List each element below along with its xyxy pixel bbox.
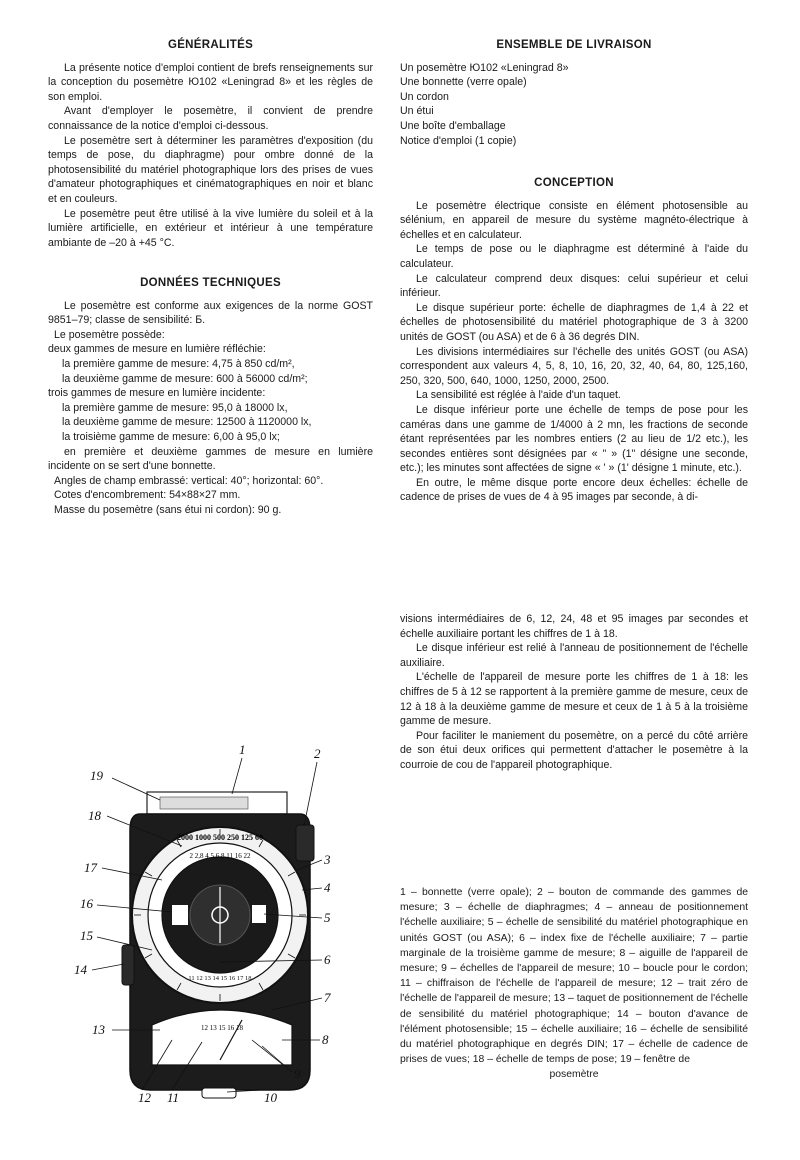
legend-text: 1 – bonnette (verre opale); 2 – bouton de commande des gammes de mesure; 3 – échelle de diaphragmes; 4 – anneau de positionnement l'échelle auxiliaire; 5 – échelle de sensibilité du matériel photographique en unités GOST (ou ASA); 6 – index fixe de l'échelle auxiliaire; 7 – partie marginale de la troisième gamme de mesure; 8 – aiguille de l'appareil de mesure; 9 – échelles de l'appareil de mesure; 10 – boucle pour le cordon; 11 – chiffraison de l'échelle de l'appareil de mesure; 12 – trait zéro de l'échelle de l'appareil de mesure; 13 – taquet de positionnement de l'échelle de sensibilité du matériel photographique; 14 – bouton d'avance de l'élément photosensible; 15 – échelle auxiliaire; 16 – échelle de sensibilité du matériel photographique en degrés DIN; 17 – échelle de cadence de prises de vues; 18 – échelle de temps de pose; 19 – fenêtre de xyxy=(400,887,748,1066)
suite-p2: Le disque inférieur est relié à l'anneau de positionnement de l'échelle auxiliaire. xyxy=(400,642,748,669)
donnees-l4: la deuxième gamme de mesure: 600 à 56000 cd/m²; xyxy=(62,372,308,385)
conception-p3: Le calculateur comprend deux disques: celui supérieur et celui inférieur. xyxy=(400,272,748,300)
sensitivity-asa-icon xyxy=(252,905,266,923)
callout-13: 13 xyxy=(92,1022,105,1037)
generalites-p2: Avant d'employer le posemètre, il convient de prendre connaissance de la notice d'emploi ci-dessous. xyxy=(48,105,373,132)
donnees-l2: deux gammes de mesure en lumière réfléchie: xyxy=(48,343,266,356)
conception-p6: La sensibilité est réglée à l'aide d'un taquet. xyxy=(416,389,621,402)
dial-bottom-scale: 11 12 13 14 15 16 17 18 xyxy=(188,975,252,982)
callout-16: 16 xyxy=(80,896,93,911)
livraison-item: Un cordon xyxy=(400,90,449,103)
donnees-l5: trois gammes de mesure en lumière incidente: xyxy=(48,387,266,400)
suite-p1: visions intermédiaires de 6, 12, 24, 48 et 95 images par secondes et échelle auxiliaire portant les chiffres de 1 à 18. xyxy=(400,613,748,640)
callout-19: 19 xyxy=(90,768,103,783)
conception-p1: Le posemètre électrique consiste en élément photosensible au sélénium, en appareil de mesure du système magnéto-électrique à échelles et en calculateur. xyxy=(400,199,748,241)
livraison-item: Une bonnette (verre opale) xyxy=(400,76,527,89)
advance-knob xyxy=(122,945,134,985)
light-meter-figure xyxy=(52,740,352,1110)
donnees-l8: la troisième gamme de mesure: 6,00 à 95,0 lx; xyxy=(62,430,280,443)
callout-11: 11 xyxy=(167,1090,180,1105)
conception-p4: Le disque supérieur porte: échelle de diaphragmes de 1,4 à 22 et échelles de photosensibilité du matériel photographique de 3 à 3200 unités de GOST (ou ASA) et de 6 à 36 degrés DIN. xyxy=(400,301,748,343)
callout-1: 1 xyxy=(239,742,246,757)
callout-18: 18 xyxy=(88,808,101,823)
livraison-item: Un étui xyxy=(400,105,434,118)
generalites-p4: Le posemètre peut être utilisé à la vive lumière du soleil et à la lumière artificielle, en extérieur et intérieur à une température ambiante de –20 à +45 °C. xyxy=(48,207,373,249)
range-knob xyxy=(296,825,314,861)
callout-8: 8 xyxy=(322,1032,329,1047)
livraison-item: Un posemètre Ю102 «Leningrad 8» xyxy=(400,61,569,74)
donnees-l12: Masse du posemètre (sans étui ni cordon): 90 g. xyxy=(54,503,282,516)
callout-14: 14 xyxy=(74,962,87,977)
callout-7: 7 xyxy=(324,990,331,1005)
donnees-l3: la première gamme de mesure: 4,75 à 850 cd/m², xyxy=(62,357,295,370)
donnees-l6: la première gamme de mesure: 95,0 à 18000 lx, xyxy=(62,401,288,414)
generalites-p3: Le posemètre sert à déterminer les paramètres d'exposition (du temps de pose, du diaphragme) pour ombre donné de la photosensibilité du matériel photographique lors des prises de vues d'amateur photographiques et cinématographiques en noir et blanc et en couleurs. xyxy=(48,134,373,205)
callout-15: 15 xyxy=(80,928,93,943)
callout-6: 6 xyxy=(324,952,331,967)
dial-top-scale: 2000 1000 500 250 125 60 xyxy=(177,833,263,842)
generalites-p1: La présente notice d'emploi contient de brefs renseignements sur la conception du posemètre Ю102 «Leningrad 8» et les règles de son emploi. xyxy=(48,61,373,103)
conception-title: CONCEPTION xyxy=(534,177,614,189)
conception-p7: Le disque inférieur porte une échelle de temps de pose pour les caméras dans une gamme de 1/4000 à 2 mn, les fractions de seconde étant représentées par les nombres entiers (2 au lieu de 1/2 etc.), les secondes entières sont désignées par « " » (1" désigne une seconde, etc.); les minutes sont affectées de signe « ' » (1' désigne 1 minute, etc.). xyxy=(400,403,748,475)
dial-aperture-scale: 2 2,8 4 5,6 8 11 16 22 xyxy=(189,852,251,860)
donnees-l9: en première et deuxième gammes de mesure en lumière incidente on se sert d'une bonnette. xyxy=(48,445,373,473)
callout-12: 12 xyxy=(138,1090,151,1105)
suite-section xyxy=(400,612,748,773)
callout-10: 10 xyxy=(264,1090,277,1105)
callout-9: 9 xyxy=(294,1066,301,1081)
livraison-item: Une boîte d'emballage xyxy=(400,119,506,132)
callout-17: 17 xyxy=(84,860,97,875)
donnees-l11: Cotes d'encombrement: 54×88×27 mm. xyxy=(54,489,241,502)
livraison-item: Notice d'emploi (1 copie) xyxy=(400,134,517,147)
legend-end: posemètre xyxy=(549,1069,599,1081)
suite-p3: L'échelle de l'appareil de mesure porte les chiffres de 1 à 18: les chiffres de 5 à 12 se rapportent à la première gamme de mesure, ceux de 12 à 18 à la deuxième gamme de mesure et ceux de 1 à 5 à la troisième gamme de mesure. xyxy=(400,671,748,728)
callout-5: 5 xyxy=(324,910,331,925)
window-shape xyxy=(160,797,248,809)
conception-section xyxy=(400,176,748,505)
suite-p4: Pour faciliter le maniement du posemètre, on a percé du côté arrière de son étui deux orifices qui permettent d'attacher le posemètre à la courroie de cou de l'appareil photographique. xyxy=(400,729,748,771)
callout-3: 3 xyxy=(324,852,331,867)
conception-p2: Le temps de pose ou le diaphragme est déterminé à l'aide du calculateur. xyxy=(400,243,748,270)
donnees-section xyxy=(48,276,373,518)
donnees-l1: Le posemètre possède: xyxy=(54,328,165,341)
generalites-section xyxy=(48,38,373,250)
donnees-p1: Le posemètre est conforme aux exigences de la norme GOST 9851–79; classe de sensibilité: Б. xyxy=(48,299,373,327)
conception-p5: Les divisions intermédiaires sur l'échelle des unités GOST (ou ASA) correspondent aux valeurs 4, 5, 8, 10, 16, 20, 32, 40, 64, 80, 125,160, 250, 320, 500, 640, 1000, 1250, 2000, 2500. xyxy=(400,345,748,387)
donnees-l10: Angles de champ embrassé: vertical: 40°; horizontal: 60°. xyxy=(54,474,324,487)
sensitivity-din-icon xyxy=(172,905,188,925)
conception-p8: En outre, le même disque porte encore deux échelles: échelle de cadence de prises de vues de 4 à 95 images par seconde, à di- xyxy=(400,476,748,504)
meter-scale-numbers: 12 13 15 16 18 xyxy=(201,1024,243,1032)
callout-2: 2 xyxy=(314,746,321,761)
livraison-title: ENSEMBLE DE LIVRAISON xyxy=(496,39,652,51)
callout-4: 4 xyxy=(324,880,331,895)
donnees-title: DONNÉES TECHNIQUES xyxy=(140,277,281,289)
donnees-l7: la deuxième gamme de mesure: 12500 à 1120000 lx, xyxy=(62,416,312,429)
light-meter-drawing xyxy=(52,740,352,1110)
figure-legend xyxy=(400,885,748,1083)
cord-loop xyxy=(202,1088,236,1098)
generalites-title: GÉNÉRALITÉS xyxy=(167,39,254,51)
livraison-section xyxy=(400,38,748,148)
